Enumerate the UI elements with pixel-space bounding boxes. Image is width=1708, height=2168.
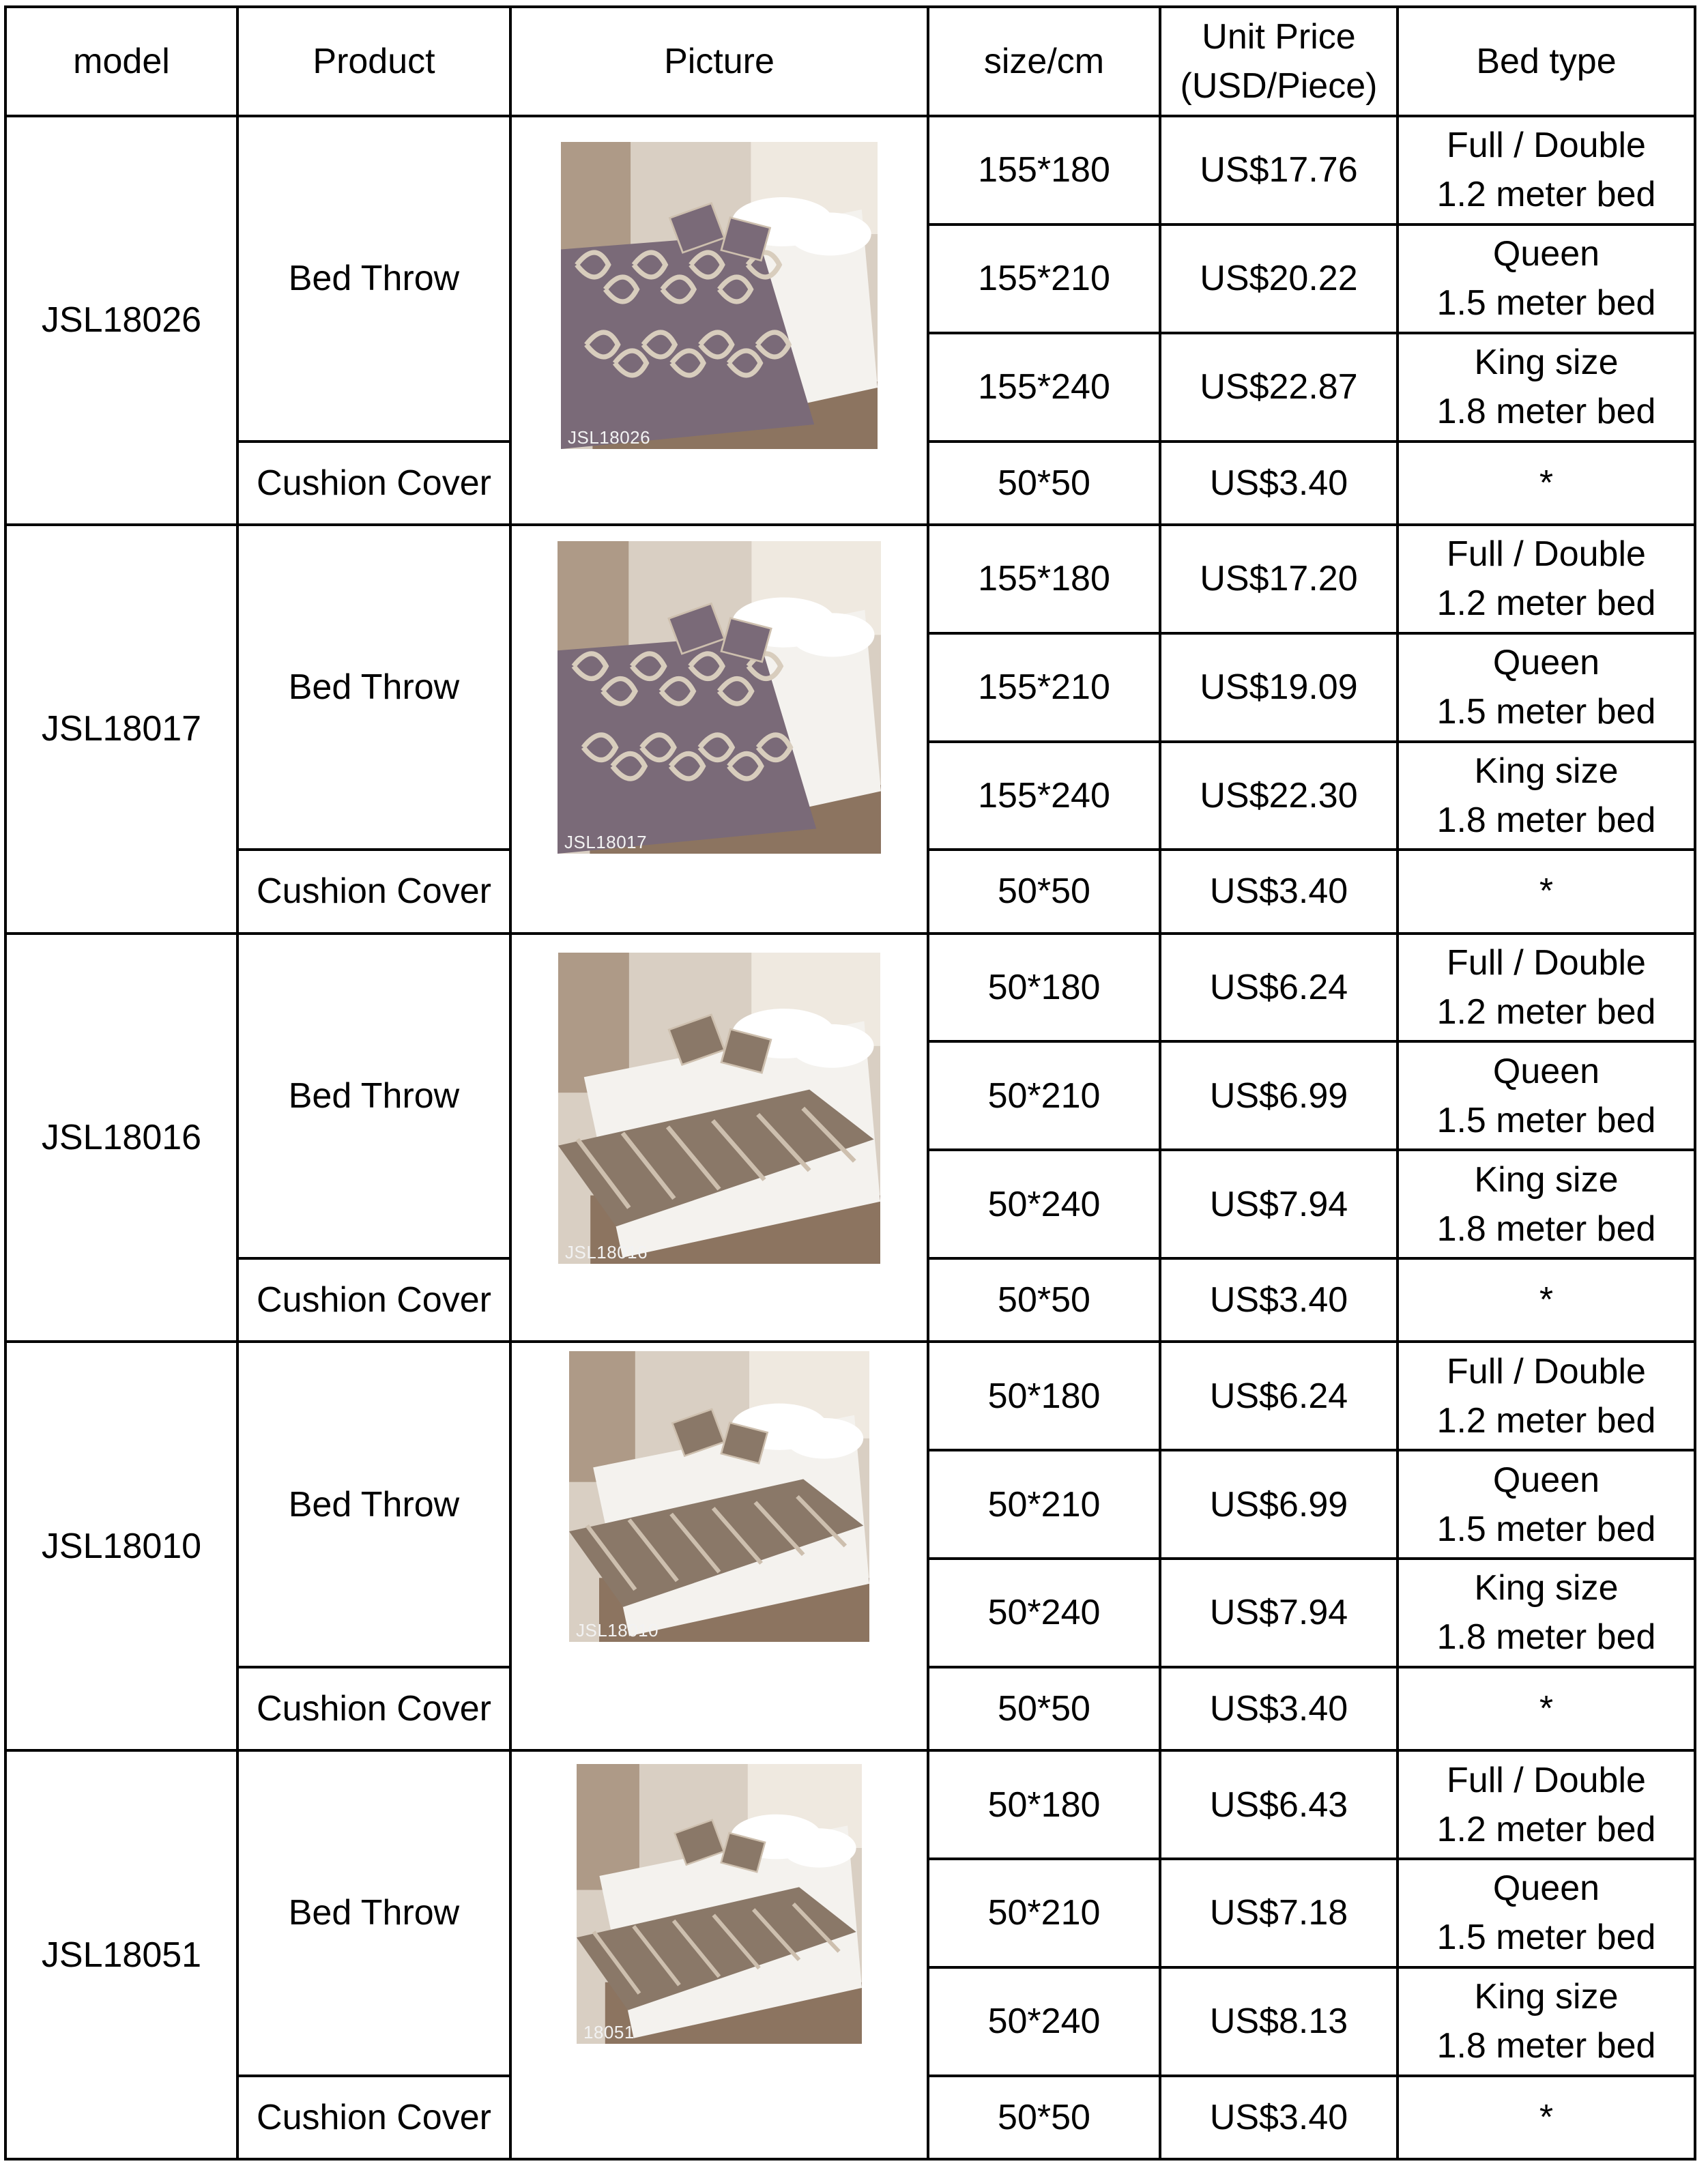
bed-type-name: King size: [1474, 343, 1619, 383]
product-photo: [569, 1351, 869, 1642]
picture-cell: [510, 1750, 928, 2159]
product-photo: [561, 142, 878, 449]
bed-type-name: King size: [1474, 1159, 1619, 1200]
bed-type-name: Full / Double: [1447, 1760, 1646, 1800]
bed-type-size: 1.8 meter bed: [1436, 392, 1656, 432]
price-table: [4, 5, 1696, 2160]
bed-type-cell: [1398, 1559, 1695, 1667]
bed-type-name: Queen: [1492, 1868, 1600, 1909]
bed-type-cell: [1398, 1450, 1695, 1559]
bed-type-cell: [1398, 1041, 1695, 1150]
product-photo: [577, 1764, 862, 2044]
bed-type-name: King size: [1474, 751, 1619, 791]
bed-throw-row: [5, 934, 1695, 1042]
bed-type-size: 1.5 meter bed: [1436, 1100, 1656, 1140]
bed-type-size: 1.2 meter bed: [1436, 992, 1656, 1032]
price-cell: US$17.20: [1160, 525, 1398, 633]
size-cell: 50*180: [928, 1750, 1160, 1859]
price-cell: US$7.18: [1160, 1859, 1398, 1967]
price-cell: US$6.99: [1160, 1041, 1398, 1150]
size-cell: 155*240: [928, 333, 1160, 442]
bed-type-cell: *: [1398, 1258, 1695, 1342]
price-cell: US$22.87: [1160, 333, 1398, 442]
bed-type-name: Queen: [1492, 643, 1600, 683]
price-cell: US$22.30: [1160, 742, 1398, 850]
bed-type-size: 1.5 meter bed: [1436, 1918, 1656, 1958]
size-cell: 50*50: [928, 850, 1160, 933]
photo-caption: JSL18010: [576, 1620, 659, 1641]
bed-type-cell: [1398, 633, 1695, 742]
photo-caption: 18051: [583, 2022, 635, 2043]
price-cell: US$7.94: [1160, 1150, 1398, 1258]
header-price-line2: (USD/Piece): [1180, 66, 1378, 106]
size-cell: 50*210: [928, 1450, 1160, 1559]
bed-type-size: 1.2 meter bed: [1436, 175, 1656, 215]
bed-throw-row: [5, 116, 1695, 225]
price-cell: US$3.40: [1160, 850, 1398, 933]
product-cell: Bed Throw: [237, 934, 510, 1259]
price-cell: US$6.43: [1160, 1750, 1398, 1859]
model-cell: JSL18017: [5, 525, 237, 934]
size-cell: 50*240: [928, 1559, 1160, 1667]
bed-type-cell: [1398, 525, 1695, 633]
bed-type-size: 1.2 meter bed: [1436, 1809, 1656, 1849]
size-cell: 155*240: [928, 742, 1160, 850]
product-cell-cushion: Cushion Cover: [237, 850, 510, 933]
size-cell: 50*50: [928, 1667, 1160, 1750]
size-cell: 50*180: [928, 934, 1160, 1042]
bed-type-name: King size: [1474, 1977, 1619, 2017]
size-cell: 155*180: [928, 116, 1160, 225]
bed-type-cell: [1398, 1342, 1695, 1450]
header-model: model: [5, 7, 237, 116]
price-cell: US$19.09: [1160, 633, 1398, 742]
bed-type-name: King size: [1474, 1568, 1619, 1608]
price-cell: US$3.40: [1160, 1258, 1398, 1342]
picture-cell: [510, 525, 928, 934]
header-price-line1: Unit Price: [1202, 17, 1356, 57]
header-size: size/cm: [928, 7, 1160, 116]
bed-type-name: Full / Double: [1447, 1351, 1646, 1391]
bed-type-cell: *: [1398, 850, 1695, 933]
price-cell: US$17.76: [1160, 116, 1398, 225]
size-cell: 50*50: [928, 1258, 1160, 1342]
product-cell: Bed Throw: [237, 1750, 510, 2076]
bed-type-cell: [1398, 1750, 1695, 1859]
model-cell: JSL18010: [5, 1342, 237, 1750]
bed-type-size: 1.8 meter bed: [1436, 1209, 1656, 1249]
size-cell: 50*240: [928, 1150, 1160, 1258]
product-cell-cushion: Cushion Cover: [237, 442, 510, 525]
bed-type-cell: *: [1398, 2076, 1695, 2159]
price-cell: US$6.99: [1160, 1450, 1398, 1559]
bed-type-cell: [1398, 1967, 1695, 2076]
price-cell: US$3.40: [1160, 442, 1398, 525]
product-cell-cushion: Cushion Cover: [237, 2076, 510, 2159]
product-photo: [558, 541, 881, 854]
bed-type-cell: [1398, 742, 1695, 850]
size-cell: 155*210: [928, 225, 1160, 333]
product-cell: Bed Throw: [237, 525, 510, 850]
price-cell: US$8.13: [1160, 1967, 1398, 2076]
header-picture: Picture: [510, 7, 928, 116]
bed-type-cell: [1398, 116, 1695, 225]
bed-type-size: 1.8 meter bed: [1436, 2026, 1656, 2066]
size-cell: 50*210: [928, 1859, 1160, 1967]
price-cell: US$6.24: [1160, 934, 1398, 1042]
bed-type-cell: [1398, 1150, 1695, 1258]
bed-type-name: Full / Double: [1447, 534, 1646, 575]
photo-caption: JSL18026: [568, 427, 651, 448]
bed-type-size: 1.5 meter bed: [1436, 692, 1656, 732]
bed-type-name: Full / Double: [1447, 126, 1646, 166]
header-price: [1160, 7, 1398, 116]
bed-throw-row: [5, 1342, 1695, 1450]
bed-type-name: Queen: [1492, 234, 1600, 274]
bed-type-name: Queen: [1492, 1051, 1600, 1091]
photo-caption: JSL18016: [565, 1241, 648, 1262]
header-bed-type: Bed type: [1398, 7, 1695, 116]
model-cell: JSL18026: [5, 116, 237, 525]
size-cell: 50*50: [928, 442, 1160, 525]
product-cell: Bed Throw: [237, 116, 510, 442]
product-cell-cushion: Cushion Cover: [237, 1667, 510, 1750]
size-cell: 155*210: [928, 633, 1160, 742]
price-cell: US$20.22: [1160, 225, 1398, 333]
price-cell: US$6.24: [1160, 1342, 1398, 1450]
header-row: [5, 7, 1695, 116]
bed-type-size: 1.2 meter bed: [1436, 1400, 1656, 1441]
picture-cell: [510, 116, 928, 525]
photo-caption: JSL18017: [564, 831, 648, 852]
bed-type-cell: *: [1398, 1667, 1695, 1750]
price-cell: US$3.40: [1160, 1667, 1398, 1750]
product-cell-cushion: Cushion Cover: [237, 1258, 510, 1342]
bed-type-cell: [1398, 934, 1695, 1042]
bed-type-cell: [1398, 333, 1695, 442]
bed-type-size: 1.5 meter bed: [1436, 283, 1656, 323]
bed-type-size: 1.8 meter bed: [1436, 800, 1656, 840]
size-cell: 50*180: [928, 1342, 1160, 1450]
size-cell: 50*50: [928, 2076, 1160, 2159]
bed-throw-row: [5, 525, 1695, 633]
price-cell: US$3.40: [1160, 2076, 1398, 2159]
price-cell: US$7.94: [1160, 1559, 1398, 1667]
picture-cell: [510, 1342, 928, 1750]
product-cell: Bed Throw: [237, 1342, 510, 1667]
bed-type-cell: [1398, 1859, 1695, 1967]
model-cell: JSL18051: [5, 1750, 237, 2159]
bed-type-name: Queen: [1492, 1460, 1600, 1500]
bed-type-cell: [1398, 225, 1695, 333]
model-cell: JSL18016: [5, 934, 237, 1342]
bed-throw-row: [5, 1750, 1695, 1859]
bed-type-size: 1.5 meter bed: [1436, 1509, 1656, 1549]
size-cell: 50*240: [928, 1967, 1160, 2076]
product-photo: [558, 953, 880, 1264]
bed-type-cell: *: [1398, 442, 1695, 525]
size-cell: 155*180: [928, 525, 1160, 633]
size-cell: 50*210: [928, 1041, 1160, 1150]
picture-cell: [510, 934, 928, 1342]
bed-type-size: 1.8 meter bed: [1436, 1617, 1656, 1658]
bed-type-size: 1.2 meter bed: [1436, 583, 1656, 624]
header-product: Product: [237, 7, 510, 116]
bed-type-name: Full / Double: [1447, 942, 1646, 983]
